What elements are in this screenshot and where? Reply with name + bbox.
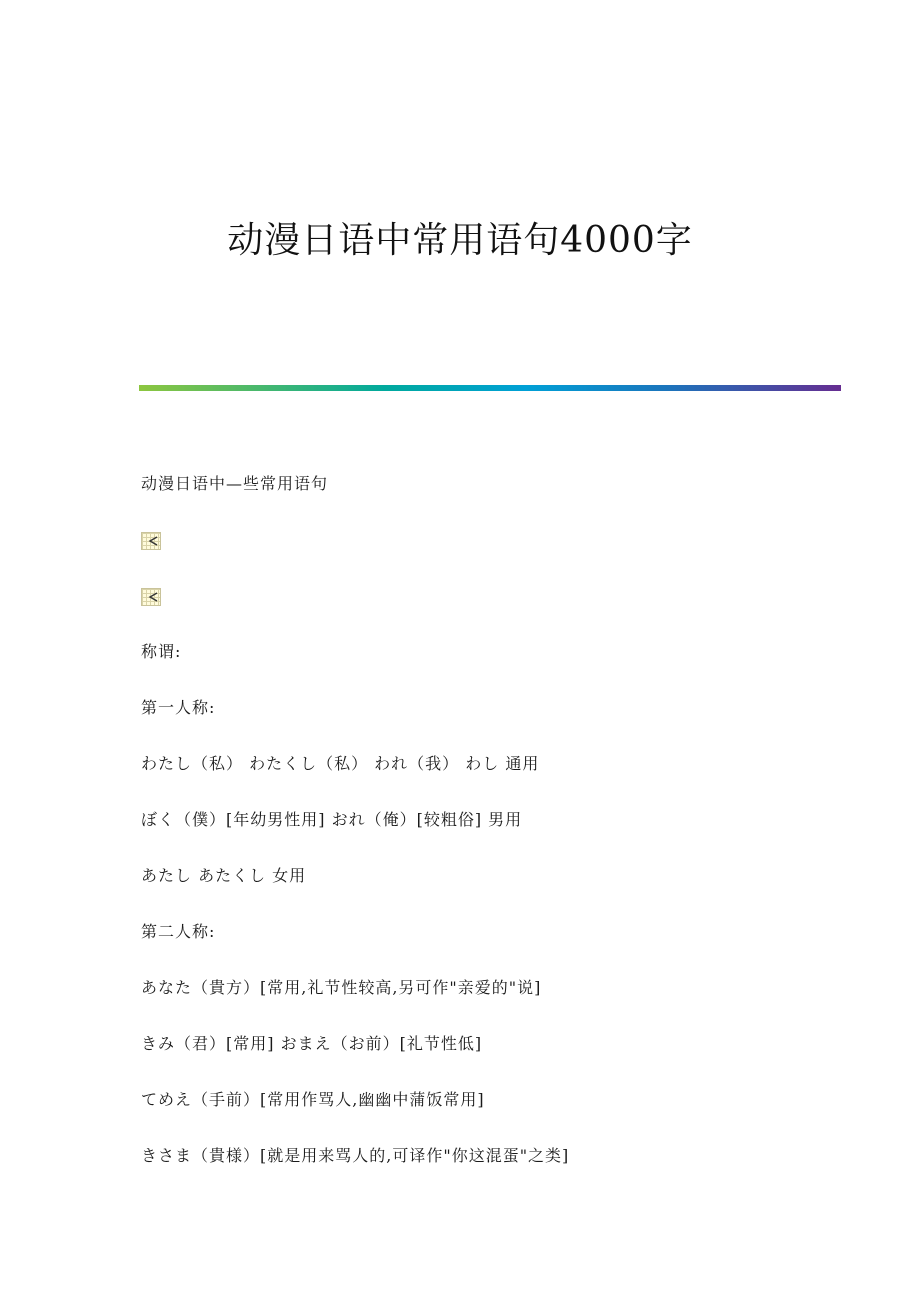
text-line: きさま（貴様）[就是用来骂人的,可译作"你这混蛋"之类] <box>141 1146 570 1165</box>
text-line: あなた（貴方）[常用,礼节性较高,另可作"亲爱的"说] <box>141 978 542 997</box>
text-line: わたし（私） わたくし（私） われ（我） わし 通用 <box>141 754 540 773</box>
text-line: ぼく（僕）[年幼男性用] おれ（俺）[较粗俗] 男用 <box>141 810 523 829</box>
broken-image-icon <box>141 588 161 606</box>
text-line: てめえ（手前）[常用作骂人,幽幽中蒲饭常用] <box>141 1090 485 1109</box>
section-label-first-person: 第一人称: <box>141 698 216 717</box>
section-label-second-person: 第二人称: <box>141 922 216 941</box>
text-line: あたし あたくし 女用 <box>141 866 307 885</box>
image-paragraph <box>141 526 841 582</box>
text-line: きみ（君）[常用] おまえ（お前）[礼节性低] <box>141 1034 483 1053</box>
image-paragraph <box>141 582 841 638</box>
title-divider <box>139 385 841 391</box>
paragraph-heading: 动漫日语中—些常用语句 <box>141 474 329 493</box>
broken-image-icon <box>141 532 161 550</box>
section-label-appellation: 称谓: <box>141 642 182 661</box>
document-body <box>141 470 841 1198</box>
document-title: 动漫日语中常用语句4000字 <box>227 220 693 261</box>
